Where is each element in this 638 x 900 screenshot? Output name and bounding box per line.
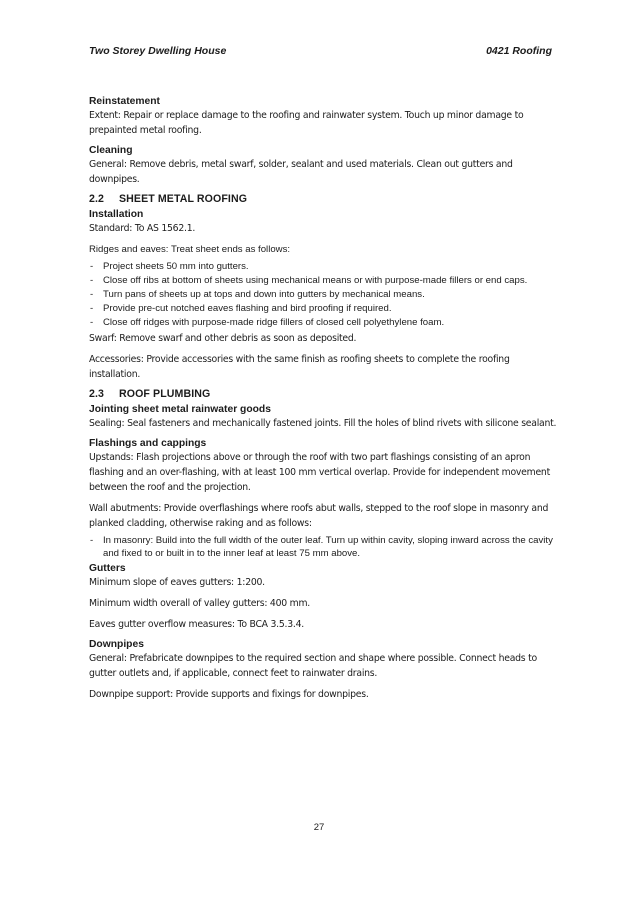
section-number: 2.2 — [89, 193, 105, 205]
jointing-heading: Jointing sheet metal rainwater goods — [89, 404, 271, 415]
downpipes-heading: Downpipes — [89, 639, 144, 650]
jointing-text: Sealing: Seal fasteners and mechanically fastened joints. Fill the holes of blind rivets with silicone sealant. — [89, 418, 557, 429]
ridges-eaves-list — [89, 260, 559, 329]
gutters-heading: Gutters — [89, 563, 126, 574]
upstands-text: Upstands: Flash projections above or through the roof with two part flashings consisting of an apron flashing and an over-flashing, with at least 100 mm vertical overlap. Provide for independent movement between the roof and the projection. — [89, 452, 550, 493]
installation-standard: Standard: To AS 1562.1. — [89, 223, 196, 234]
running-header-title: Two Storey Dwelling House — [89, 45, 227, 57]
list-item: - Project sheets 50 mm into gutters. — [89, 260, 559, 273]
running-header-section: 0421 Roofing — [486, 45, 552, 57]
cleaning-text: General: Remove debris, metal swarf, solder, sealant and used materials. Clean out gutters and downpipes. — [89, 159, 513, 185]
wall-abutments-text: Wall abutments: Provide overflashings where roofs abut walls, stepped to the roof slope in masonry and planked cladding, otherwise raking and as follows: — [89, 503, 549, 529]
list-item: - In masonry: Build into the full width of the outer leaf. Turn up within cavity, sloping inward across the cavity and fixed to or built in to the inner leaf at least 75 mm above. — [89, 534, 559, 560]
ridges-eaves-text: Ridges and eaves: Treat sheet ends as follows: — [89, 244, 291, 255]
accessories-text: Accessories: Provide accessories with the same finish as roofing sheets to complete the roofing installation. — [89, 354, 510, 380]
downpipes-general: General: Prefabricate downpipes to the required section and shape where possible. Connect heads to gutter outlets and, if applicable, connect feet to rainwater drains. — [89, 653, 537, 679]
downpipes-support: Downpipe support: Provide supports and fixings for downpipes. — [89, 689, 369, 700]
list-item: - Provide pre-cut notched eaves flashing and bird proofing if required. — [89, 302, 559, 315]
gutters-overflow: Eaves gutter overflow measures: To BCA 3.5.3.4. — [89, 619, 304, 630]
list-item: - Close off ridges with purpose-made ridge fillers of closed cell polyethylene foam. — [89, 316, 559, 329]
swarf-text: Swarf: Remove swarf and other debris as soon as deposited. — [89, 333, 357, 344]
gutters-slope: Minimum slope of eaves gutters: 1:200. — [89, 577, 265, 588]
gutters-width: Minimum width overall of valley gutters: 400 mm. — [89, 598, 310, 609]
reinstatement-text: Extent: Repair or replace damage to the roofing and rainwater system. Touch up minor damage to prepainted metal roofing. — [89, 110, 524, 136]
cleaning-heading: Cleaning — [89, 145, 133, 156]
section-heading-2-3 — [89, 388, 559, 400]
document-body — [89, 95, 559, 708]
section-heading-2-2 — [89, 193, 559, 205]
list-item: - Turn pans of sheets up at tops and down into gutters by mechanical means. — [89, 288, 559, 301]
flashings-heading: Flashings and cappings — [89, 438, 207, 449]
wall-abutments-list — [89, 534, 559, 560]
section-number: 2.3 — [89, 388, 105, 400]
installation-heading: Installation — [89, 209, 144, 220]
list-item: - Close off ribs at bottom of sheets using mechanical means or with purpose-made fillers or end caps. — [89, 274, 559, 287]
reinstatement-heading: Reinstatement — [89, 96, 160, 107]
section-title: SHEET METAL ROOFING — [119, 193, 248, 205]
section-title: ROOF PLUMBING — [119, 388, 211, 400]
page-number: 27 — [313, 822, 325, 833]
